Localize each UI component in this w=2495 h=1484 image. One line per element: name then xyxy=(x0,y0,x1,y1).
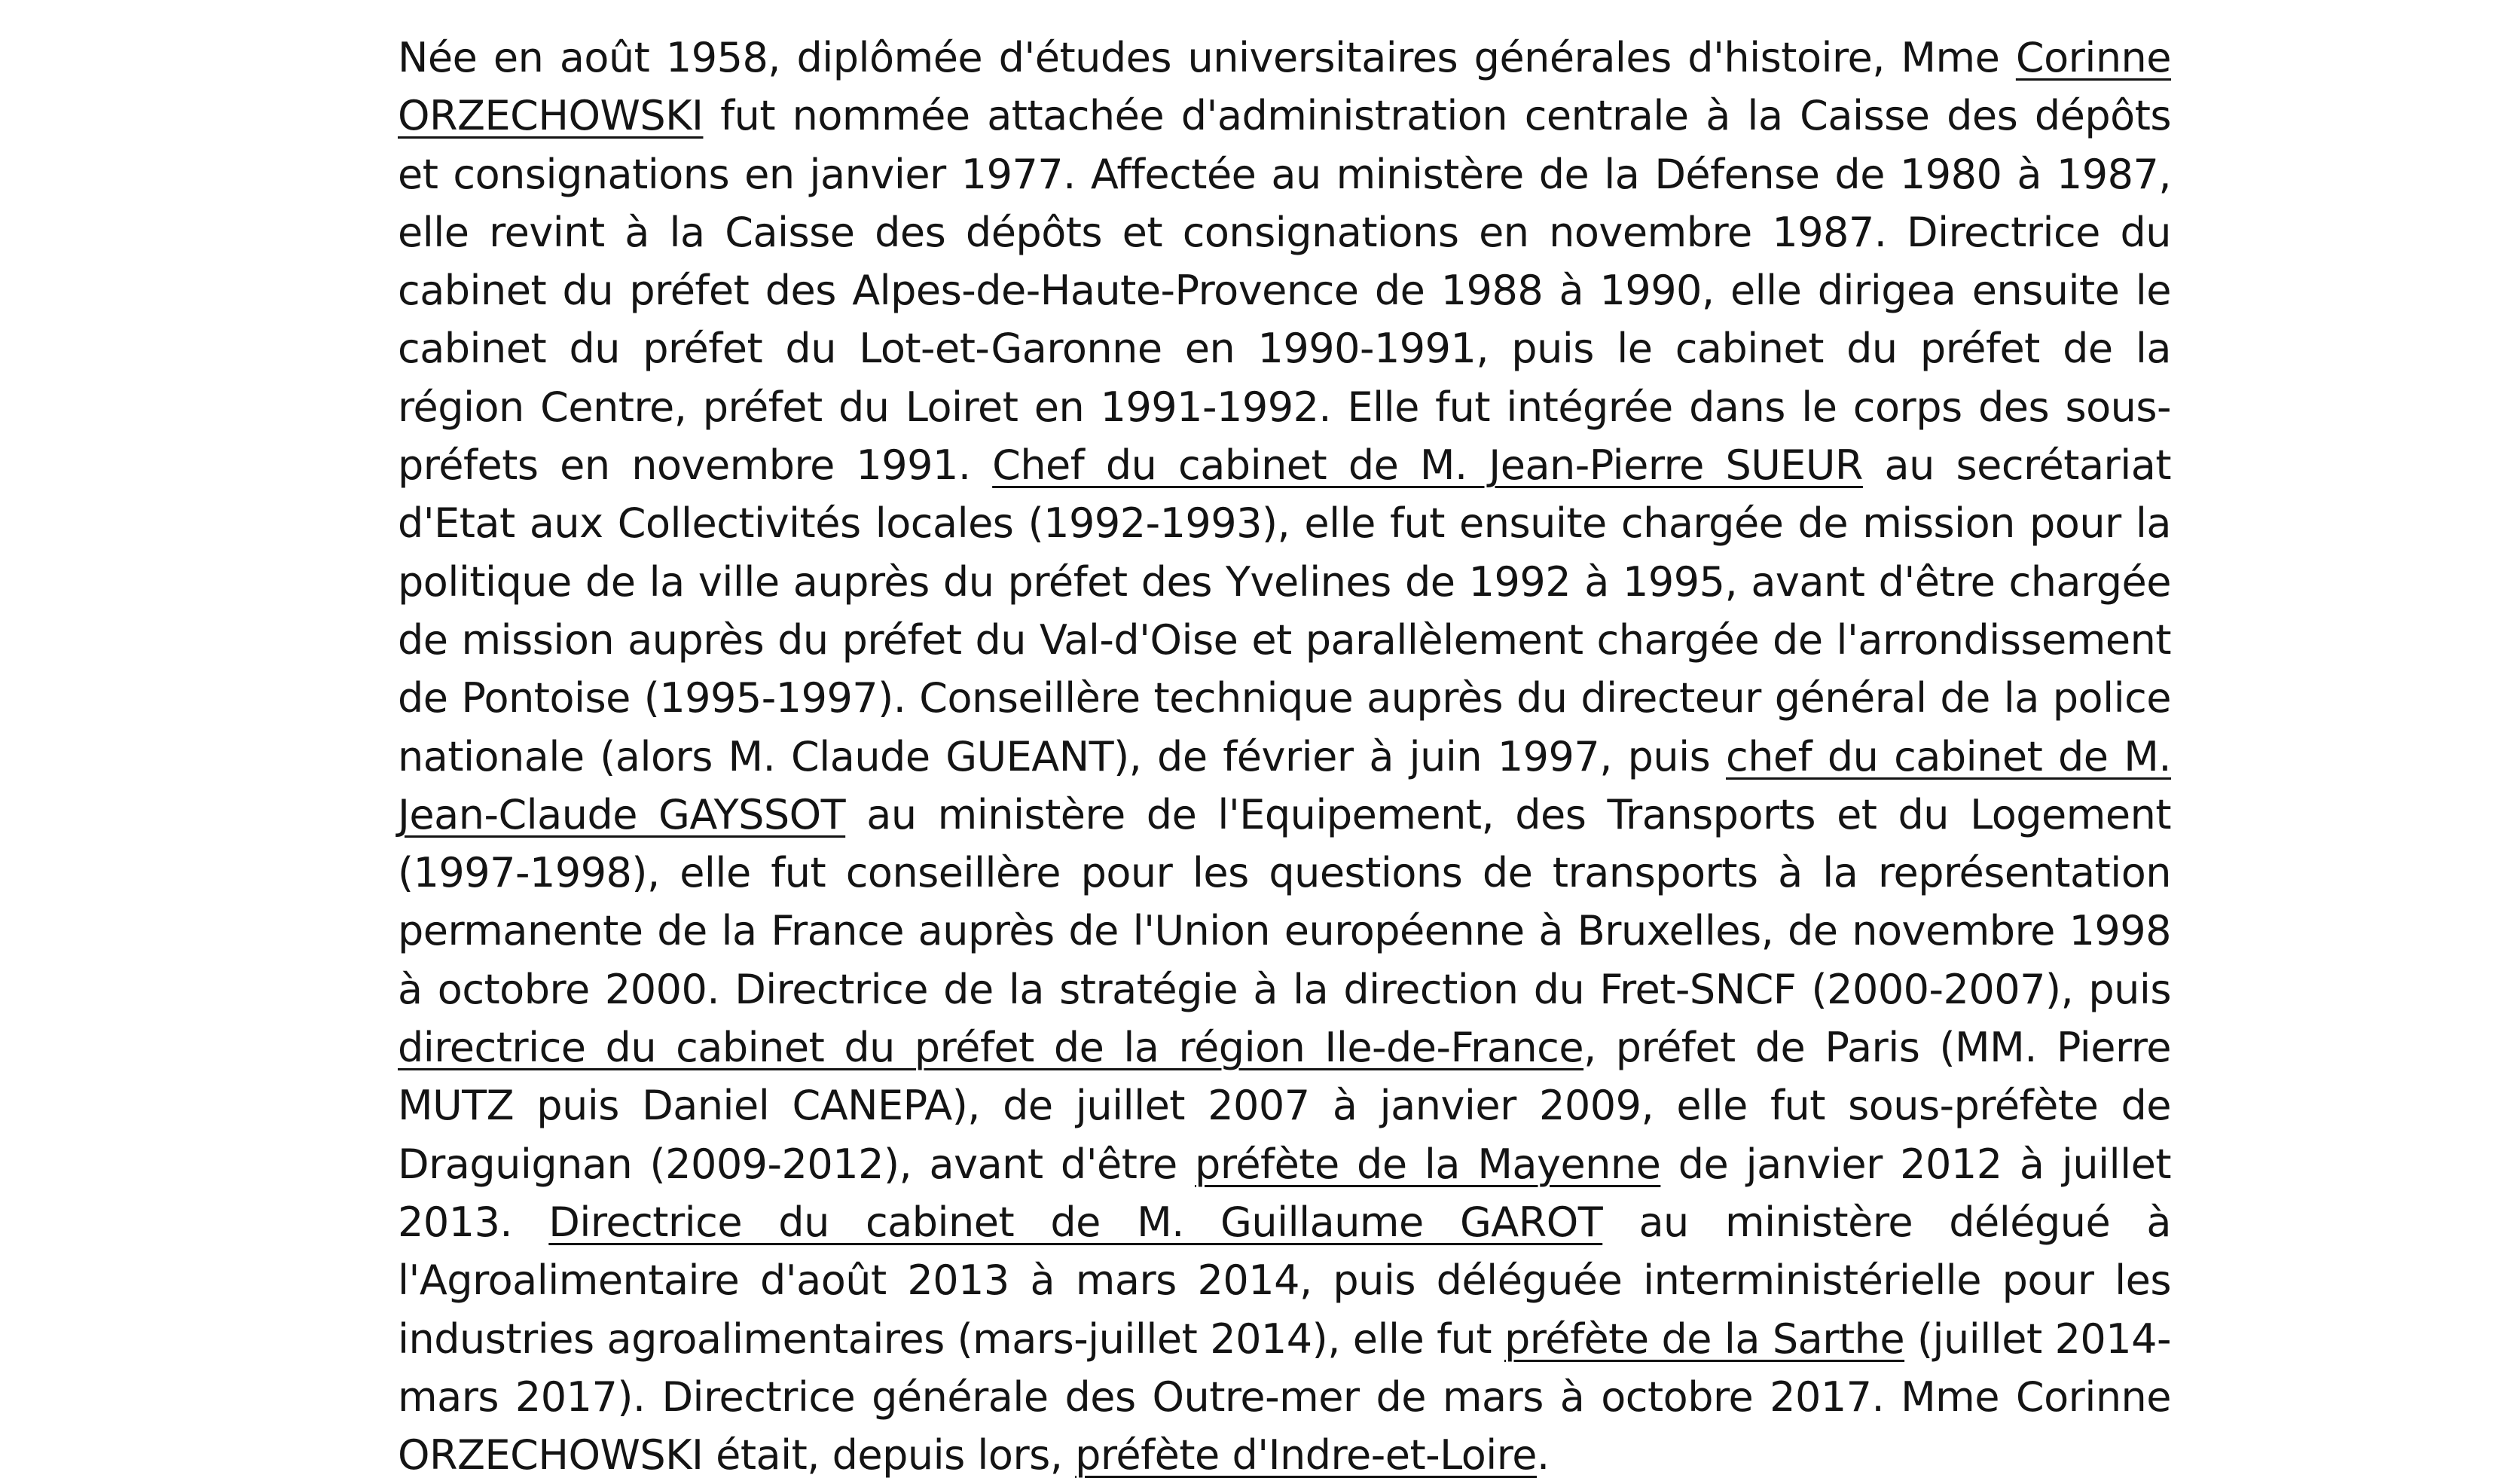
biography-paragraph xyxy=(398,29,2171,1484)
underlined-role-chef-cabinet-gayssot: chef du cabinet de M. Jean-Claude GAYSSOT xyxy=(398,732,2171,838)
underlined-role-prefete-sarthe: préfète de la Sarthe xyxy=(1504,1315,1905,1363)
text-run: Née en août 1958, diplômée d'études universitaires générales d'histoire, Mme xyxy=(398,34,2016,81)
text-run: au secrétariat d'Etat aux Collectivités locales (1992-1993), elle fut ensuite chargée de mission pour la politique de la ville auprès du préfet des Yvelines de 1992 à 1995, avant d'être chargée de mission auprès du préfet du Val-d'Oise et parallèlement chargée de l'arrondissement de Pontoise (1995-1997). Conseillère technique auprès du directeur général de la police nationale (alors M. Claude GUEANT), de février à juin 1997, puis xyxy=(398,441,2171,780)
underlined-role-directrice-cabinet-ile-de-france: directrice du cabinet du préfet de la région Ile-de-France xyxy=(398,1024,1584,1072)
text-run: de janvier 2012 à juillet 2013. xyxy=(398,1140,2171,1246)
text-run: au ministère de l'Equipement, des Transports et du Logement (1997-1998), elle fut conseillère pour les questions de transports à la représentation permanente de la France auprès de l'Union européenne à Bruxelles, de novembre 1998 à octobre 2000. Directrice de la stratégie à la direction du Fret-SNCF (2000-2007), puis xyxy=(398,790,2171,1013)
underlined-name-corinne-orzechowski: Corinne ORZECHOWSKI xyxy=(398,34,2171,140)
underlined-role-prefete-mayenne: préfète de la Mayenne xyxy=(1195,1140,1661,1188)
underlined-role-chef-cabinet-sueur: Chef du cabinet de M. Jean-Pierre SUEUR xyxy=(992,441,1863,490)
text-run: (juillet 2014-mars 2017). Directrice générale des Outre-mer de mars à octobre 2017. Mme Corinne ORZECHOWSKI était, depuis lors, xyxy=(398,1315,2171,1479)
text-run: au ministère délégué à l'Agroalimentaire d'août 2013 à mars 2014, puis déléguée interministérielle pour les industries agroalimentaires (mars-juillet 2014), elle fut xyxy=(398,1198,2171,1363)
underlined-role-prefete-indre-et-loire: préfète d'Indre-et-Loire xyxy=(1075,1431,1538,1479)
text-run: . xyxy=(1537,1431,1550,1479)
text-run: , préfet de Paris (MM. Pierre MUTZ puis Daniel CANEPA), de juillet 2007 à janvier 2009, elle fut sous-préfète de Draguignan (2009-2012), avant d'être xyxy=(398,1024,2171,1188)
text-run: fut nommée attachée d'administration centrale à la Caisse des dépôts et consignations en janvier 1977. Affectée au ministère de la Défense de 1980 à 1987, elle revint à la Caisse des dépôts et consignations en novembre 1987. Directrice du cabinet du préfet des Alpes-de-Haute-Provence de 1988 à 1990, elle dirigea ensuite le cabinet du préfet du Lot-et-Garonne en 1990-1991, puis le cabinet du préfet de la région Centre, préfet du Loiret en 1991-1992. Elle fut intégrée dans le corps des sous-préfets en novembre 1991. xyxy=(398,92,2171,490)
underlined-role-directrice-cabinet-garot: Directrice du cabinet de M. Guillaume GAROT xyxy=(548,1198,1603,1246)
